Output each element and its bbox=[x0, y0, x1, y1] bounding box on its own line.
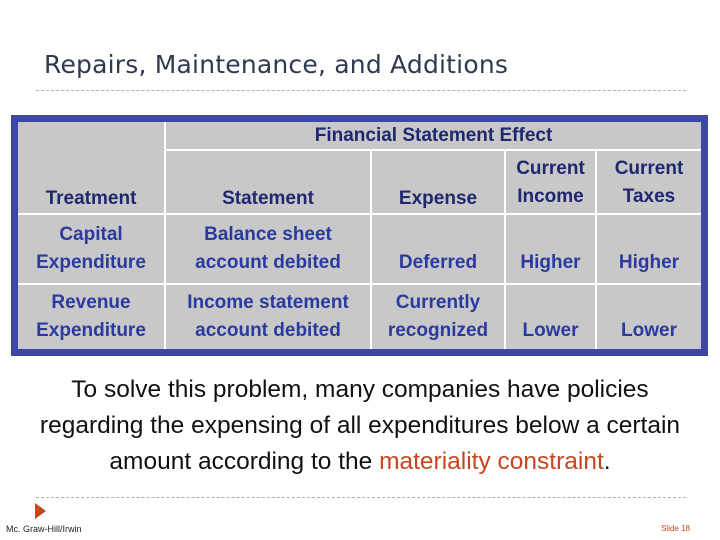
materiality-constraint-term: materiality constraint bbox=[379, 448, 604, 475]
column-header-label: Expense bbox=[398, 187, 478, 209]
body-paragraph bbox=[20, 372, 700, 480]
group-header-label: Financial Statement Effect bbox=[314, 124, 553, 146]
column-header-statement bbox=[166, 184, 370, 213]
table-cell-statement bbox=[166, 215, 370, 283]
table-cell-income bbox=[506, 243, 595, 283]
cell-text: Currently bbox=[395, 292, 481, 313]
cell-text: account debited bbox=[195, 252, 341, 273]
cell-text: account debited bbox=[195, 320, 341, 341]
column-header-expense bbox=[372, 184, 504, 213]
cell-text: Lower bbox=[621, 320, 677, 341]
column-header-label: Current bbox=[516, 157, 585, 179]
cell-text: Higher bbox=[520, 252, 581, 273]
table-cell-taxes bbox=[597, 243, 701, 283]
cell-text: Income statement bbox=[187, 292, 349, 313]
table-cell-statement bbox=[166, 285, 370, 349]
column-header-current-income bbox=[506, 152, 595, 213]
table-cell-taxes bbox=[597, 313, 701, 349]
table-cell-treatment bbox=[18, 285, 164, 349]
cell-text: Balance sheet bbox=[204, 224, 332, 245]
column-header-label: Current bbox=[614, 157, 684, 179]
table-cell-treatment bbox=[18, 215, 164, 283]
arrow-bullet-icon bbox=[35, 503, 46, 519]
column-header-label: Treatment bbox=[45, 187, 137, 209]
cell-text: Expenditure bbox=[36, 252, 146, 273]
cell-text: Expenditure bbox=[36, 320, 146, 341]
footer-divider bbox=[36, 497, 686, 498]
column-header-treatment bbox=[18, 184, 164, 213]
title-divider bbox=[36, 90, 686, 91]
body-text: To solve this problem, many companies have policies regarding the expensing of all expenditures below a certain amount according to the bbox=[39, 376, 681, 475]
cell-text: Lower bbox=[522, 320, 579, 341]
table-body bbox=[18, 122, 701, 349]
slide-number: Slide 18 bbox=[661, 524, 690, 533]
publisher-footer: Mc. Graw-Hill/Irwin bbox=[6, 524, 82, 534]
table-cell-expense bbox=[372, 243, 504, 283]
column-header-current-taxes bbox=[597, 152, 701, 213]
cell-text: Revenue bbox=[51, 292, 131, 313]
cell-text: Capital bbox=[59, 224, 123, 245]
column-header-label: Taxes bbox=[622, 185, 676, 207]
cell-text: recognized bbox=[387, 320, 489, 341]
cell-text: Deferred bbox=[398, 252, 478, 273]
financial-effect-table bbox=[11, 115, 708, 356]
cell-text: Higher bbox=[618, 252, 680, 273]
group-header-financial-statement-effect bbox=[166, 122, 701, 149]
body-text-end: . bbox=[603, 448, 611, 475]
table-cell-expense bbox=[372, 285, 504, 349]
column-header-label: Income bbox=[517, 185, 584, 207]
table-cell-income bbox=[506, 313, 595, 349]
column-header-label: Statement bbox=[222, 187, 314, 209]
slide-title: Repairs, Maintenance, and Additions bbox=[44, 50, 509, 79]
